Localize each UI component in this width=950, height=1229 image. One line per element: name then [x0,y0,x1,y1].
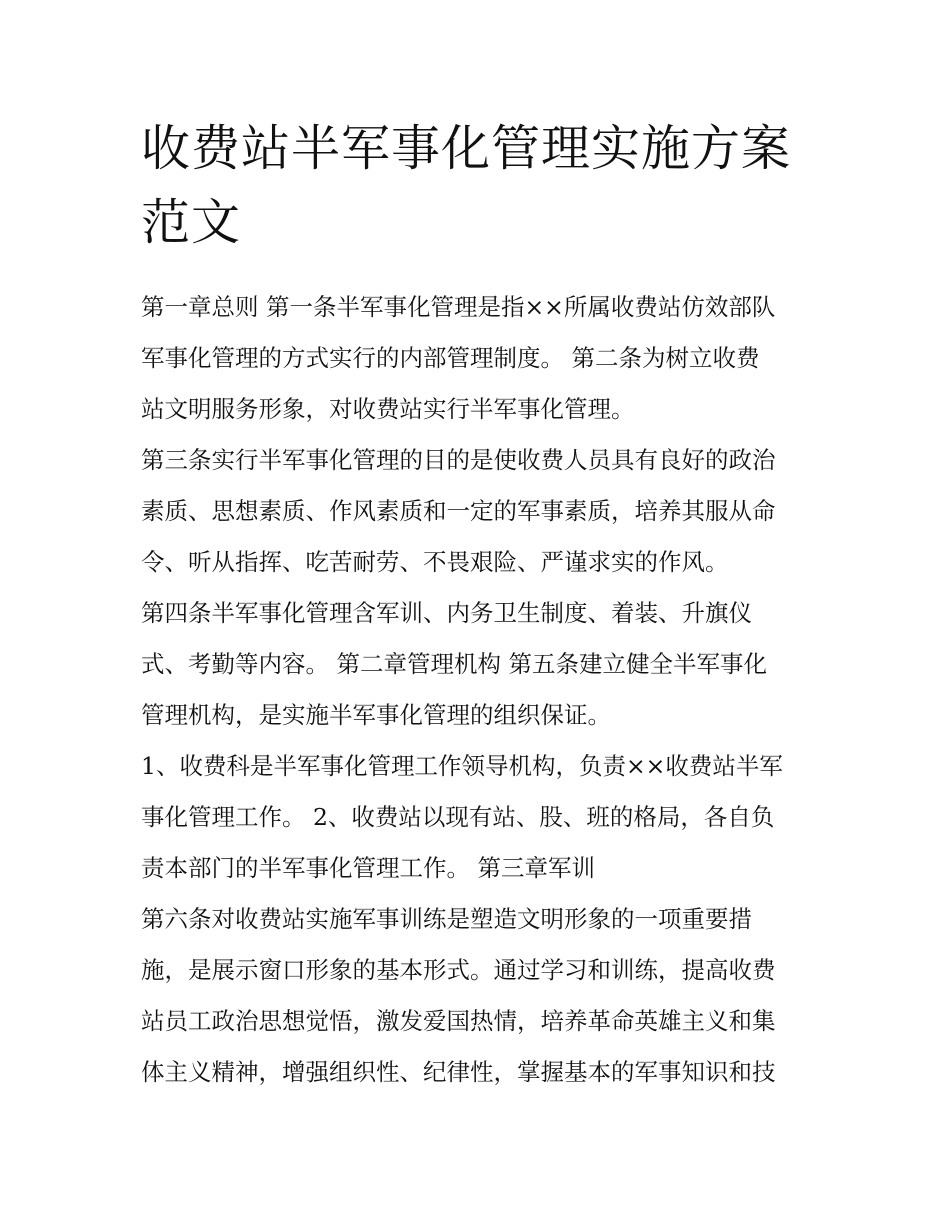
text-line: 第一章总则 第一条半军事化管理是指××所属收费站仿效部队 [141,293,776,321]
paragraph-management-items [141,741,813,894]
text-line: 站员工政治思想觉悟，激发爱国热情，培养革命英雄主义和集 [141,1007,776,1035]
paragraph-chapter-one [141,282,813,435]
text-line: 站文明服务形象，对收费站实行半军事化管理。 [141,395,635,423]
text-line: 体主义精神，增强组织性、纪律性，掌握基本的军事知识和技 [141,1058,776,1086]
paragraph-article-four [141,588,813,741]
text-line: 令、听从指挥、吃苦耐劳、不畏艰险、严谨求实的作风。 [141,548,729,576]
text-line: 事化管理工作。 2、收费站以现有站、股、班的格局，各自负 [141,803,775,831]
title-line: 收费站半军事化管理实施方案 [141,120,792,177]
document-title [141,112,813,260]
document-body [141,112,813,1098]
text-line: 管理机构，是实施半军事化管理的组织保证。 [141,701,611,729]
text-line: 第六条对收费站实施军事训练是塑造文明形象的一项重要措 [141,905,752,933]
paragraph-article-six [141,894,813,1098]
paragraph-article-three [141,435,813,588]
text-line: 第三条实行半军事化管理的目的是使收费人员具有良好的政治 [141,446,776,474]
text-line: 式、考勤等内容。 第二章管理机构 第五条建立健全半军事化 [141,650,767,678]
text-line: 1、收费科是半军事化管理工作领导机构，负责××收费站半军 [141,752,783,780]
text-line: 素质、思想素质、作风素质和一定的军事素质，培养其服从命 [141,497,776,525]
text-line: 第四条半军事化管理含军训、内务卫生制度、着装、升旗仪 [141,599,752,627]
title-line: 范文 [141,194,242,251]
text-line: 军事化管理的方式实行的内部管理制度。 第二条为树立收费 [141,344,760,372]
text-line: 施，是展示窗口形象的基本形式。通过学习和训练，提高收费 [141,956,776,984]
text-line: 责本部门的半军事化管理工作。 第三章军训 [141,854,595,882]
